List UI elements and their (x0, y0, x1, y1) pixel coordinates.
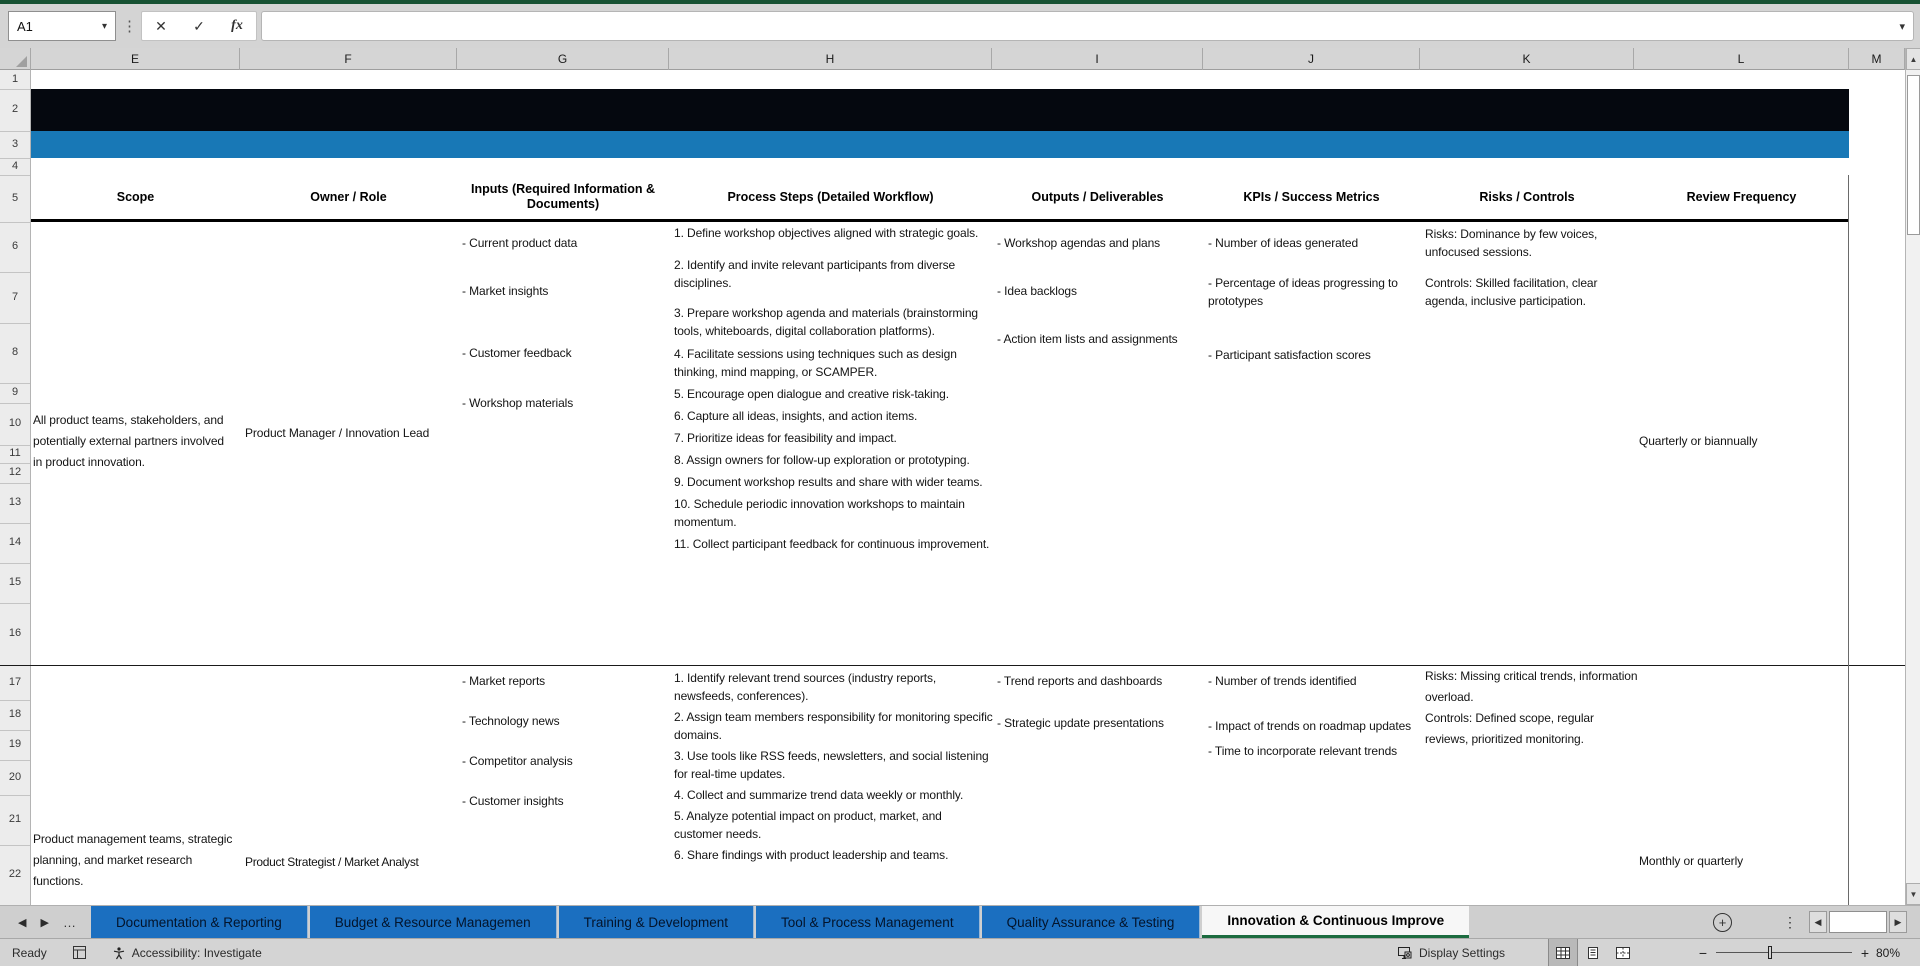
cell-line: - Customer feedback (462, 346, 572, 360)
cell-line: 1. Define workshop objectives aligned with strategic goals. (674, 226, 979, 240)
cell-line: 10. Schedule periodic innovation workshops to maintain momentum. (674, 497, 965, 529)
row-number[interactable]: 3 (11, 137, 19, 150)
row-number[interactable]: 12 (8, 466, 22, 478)
header-kpis[interactable]: KPIs / Success Metrics (1243, 189, 1380, 204)
display-settings-button[interactable]: Display Settings (1398, 939, 1505, 966)
enter-icon[interactable]: ✓ (193, 17, 205, 34)
cell-line: 7. Prioritize ideas for feasibility and impact. (674, 431, 897, 445)
cell-line: 6. Share findings with product leadership and teams. (674, 848, 949, 862)
cell-owner[interactable]: Product Strategist / Market Analyst (245, 855, 419, 869)
row-number[interactable]: 14 (8, 536, 22, 548)
cell-process-steps[interactable] (674, 222, 993, 557)
cell-line: 6. Capture all ideas, insights, and action items. (674, 409, 918, 423)
row-number[interactable]: 6 (11, 240, 19, 252)
cell-line: 5. Analyze potential impact on product, market, and customer needs. (674, 809, 942, 841)
cell-risks-controls[interactable] (1425, 666, 1640, 750)
formula-bar-row (0, 4, 1920, 48)
cell-line: 2. Assign team members responsibility for monitoring specific domains. (674, 710, 993, 742)
zoom-in-icon[interactable]: + (1860, 944, 1870, 961)
display-settings-icon (1398, 947, 1412, 959)
select-all-corner[interactable] (0, 48, 31, 70)
cell-line: 1. Identify relevant trend sources (industry reports, newsfeeds, conferences). (674, 671, 937, 703)
name-box-value: A1 (17, 18, 33, 34)
row-number[interactable]: 8 (11, 346, 19, 358)
tab-scroll-right-icon[interactable]: ▶ (40, 916, 49, 929)
scroll-up-icon[interactable]: ▲ (1906, 48, 1920, 70)
cell-process-steps[interactable] (674, 666, 993, 867)
cell-line: - Time to incorporate relevant trends (1208, 744, 1398, 758)
row-number[interactable]: 7 (11, 290, 19, 303)
table-right-border (1848, 175, 1849, 905)
cell-outputs[interactable] (997, 222, 1203, 378)
tab-navigation (0, 906, 91, 938)
cell-line: 3. Prepare workshop agenda and materials (brainstorming tools, whiteboards, digital collaboration platforms). (674, 306, 978, 338)
header-risks-controls[interactable]: Risks / Controls (1479, 189, 1575, 204)
hscroll-right-icon[interactable]: ▶ (1889, 911, 1907, 933)
column-header-I[interactable]: I (992, 48, 1203, 70)
row-number[interactable]: 19 (8, 738, 22, 750)
tab-documentation-reporting[interactable]: Documentation & Reporting (91, 906, 308, 938)
accessibility-icon (112, 946, 126, 960)
select-all-icon (16, 56, 27, 67)
tab-strip-controls (1705, 906, 1920, 939)
row-number[interactable]: 13 (8, 496, 22, 508)
more-sheets-icon[interactable]: … (62, 914, 77, 930)
column-header-F[interactable]: F (240, 48, 457, 70)
row-number[interactable]: 15 (8, 576, 22, 588)
cell-line: - Technology news (462, 714, 560, 728)
insert-function-icon[interactable]: fx (231, 18, 243, 33)
column-header-G[interactable]: G (457, 48, 669, 70)
row-number[interactable]: 2 (11, 103, 19, 115)
tab-tool-process-management[interactable]: Tool & Process Management (756, 906, 980, 938)
name-box[interactable] (8, 11, 116, 41)
cell-line: - Market reports (462, 674, 546, 688)
cell-line: - Action item lists and assignments (997, 332, 1178, 346)
new-sheet-icon[interactable]: + (1713, 913, 1732, 932)
formula-expand-icon[interactable]: ▾ (1899, 20, 1905, 33)
row-number[interactable]: 1 (11, 72, 19, 85)
cell-line: 3. Use tools like RSS feeds, newsletters, and social listening for real-time updates. (674, 749, 989, 781)
cell-inputs[interactable] (462, 222, 664, 412)
column-header-M[interactable]: M (1849, 48, 1905, 70)
row-number[interactable]: 5 (11, 191, 19, 204)
cell-line: - Market insights (462, 284, 549, 298)
cell-line: - Number of ideas generated (1208, 236, 1359, 250)
cell-line: Risks: Dominance by few voices, unfocused sessions. (1425, 227, 1598, 259)
row-number[interactable]: 4 (11, 159, 19, 172)
formula-buttons (141, 11, 257, 41)
name-box-dropdown-icon[interactable]: ▾ (101, 20, 107, 32)
row-number[interactable]: 20 (8, 770, 22, 783)
cell-line: - Customer insights (462, 794, 564, 808)
row-separator (0, 89, 30, 90)
vertical-scrollbar[interactable] (1905, 48, 1920, 905)
cell-scope[interactable]: All product teams, stakeholders, and potentially external partners involved in product innovation. (33, 413, 224, 469)
tab-quality-assurance-testing[interactable]: Quality Assurance & Testing (982, 906, 1201, 938)
cell-line: - Workshop materials (462, 396, 574, 410)
cell-review-frequency[interactable]: Monthly or quarterly (1639, 854, 1744, 868)
tab-options-dots-icon[interactable]: ⋮ (1783, 914, 1797, 930)
worksheet-grid[interactable] (0, 70, 1905, 905)
row-separator (0, 131, 30, 132)
zoom-slider-thumb[interactable] (1768, 946, 1772, 959)
zoom-slider[interactable] (1716, 952, 1852, 953)
header-outputs[interactable]: Outputs / Deliverables (1031, 189, 1164, 204)
zoom-level[interactable]: 80% (1876, 945, 1901, 960)
column-header-H[interactable]: H (669, 48, 992, 70)
cell-owner[interactable]: Product Manager / Innovation Lead (245, 426, 430, 440)
header-scope[interactable]: Scope (116, 189, 155, 204)
cell-line: - Number of trends identified (1208, 674, 1357, 688)
normal-view-button[interactable] (1548, 939, 1578, 966)
cell-line: - Strategic update presentations (997, 716, 1164, 730)
column-header-E[interactable]: E (31, 48, 240, 70)
row-number[interactable]: 16 (8, 627, 22, 639)
page-break-view-button[interactable] (1608, 939, 1638, 966)
horizontal-scrollbar-thumb[interactable] (1829, 911, 1887, 933)
cell-line: - Trend reports and dashboards (997, 674, 1163, 688)
row-number[interactable]: 18 (8, 708, 22, 720)
ready-status: Ready (12, 945, 47, 960)
cell-line: - Percentage of ideas progressing to prototypes (1208, 276, 1398, 308)
cell-risks-controls[interactable] (1425, 222, 1640, 310)
vertical-scrollbar-thumb[interactable] (1907, 75, 1920, 235)
tab-budget-resource-management[interactable]: Budget & Resource Managemen (310, 906, 557, 938)
header-review-frequency[interactable]: Review Frequency (1686, 189, 1797, 204)
row-number[interactable]: 11 (9, 447, 21, 459)
cell-kpis[interactable] (1208, 666, 1420, 760)
column-header-L[interactable]: L (1634, 48, 1849, 70)
cell-line: - Idea backlogs (997, 284, 1077, 298)
header-process-steps[interactable]: Process Steps (Detailed Workflow) (727, 189, 934, 204)
column-headers (0, 48, 1920, 70)
row-number[interactable]: 9 (11, 386, 19, 398)
table-row (0, 665, 1905, 905)
formula-input[interactable] (261, 11, 1914, 41)
view-shortcuts (1548, 939, 1638, 966)
subtitle-band (31, 131, 1849, 158)
sheet-tab-strip (0, 905, 1920, 938)
page-layout-view-button[interactable] (1578, 939, 1608, 966)
cell-line: - Current product data (462, 236, 578, 250)
cell-line: Controls: Defined scope, regular reviews, prioritized monitoring. (1425, 711, 1594, 746)
cell-review-frequency[interactable]: Quarterly or biannually (1639, 434, 1758, 448)
tab-scroll-left-icon[interactable]: ◀ (18, 916, 27, 929)
title-band (31, 89, 1849, 131)
cell-line: 9. Document workshop results and share with wider teams. (674, 475, 983, 489)
cell-kpis[interactable] (1208, 222, 1420, 364)
header-inputs[interactable]: Inputs (Required Information & Documents) (470, 182, 656, 211)
row-number[interactable]: 22 (8, 868, 22, 880)
row-number[interactable]: 21 (8, 813, 22, 825)
cell-line: Risks: Missing critical trends, information overload. (1425, 669, 1638, 704)
accessibility-status[interactable]: Accessibility: Investigate (112, 946, 262, 960)
cell-line: Controls: Skilled facilitation, clear agenda, inclusive participation. (1425, 276, 1598, 308)
cell-line: - Impact of trends on roadmap updates (1208, 719, 1412, 733)
cell-line: - Participant satisfaction scores (1208, 348, 1371, 362)
cell-line: 4. Collect and summarize trend data weekly or monthly. (674, 788, 964, 802)
cell-line: - Workshop agendas and plans (997, 236, 1161, 250)
cancel-icon[interactable]: ✕ (155, 17, 167, 34)
status-bar (0, 938, 1920, 966)
scroll-down-icon[interactable]: ▼ (1906, 883, 1920, 905)
row-number[interactable]: 10 (8, 417, 22, 429)
tab-training-development[interactable]: Training & Development (559, 906, 754, 938)
hscroll-left-icon[interactable]: ◀ (1809, 911, 1827, 933)
row-number[interactable]: 17 (8, 675, 22, 688)
table-header-row (31, 175, 1849, 222)
cell-line: 4. Facilitate sessions using techniques such as design thinking, mind mapping, or SCAMPER. (674, 347, 957, 379)
header-owner-role[interactable]: Owner / Role (310, 189, 387, 204)
cell-outputs[interactable] (997, 666, 1203, 756)
cell-inputs[interactable] (462, 666, 664, 832)
macro-record-icon[interactable] (73, 946, 86, 959)
cell-line: 5. Encourage open dialogue and creative risk-taking. (674, 387, 949, 401)
zoom-out-icon[interactable]: − (1698, 944, 1708, 961)
cell-line: 11. Collect participant feedback for continuous improvement. (674, 537, 990, 551)
table-row (0, 222, 1905, 665)
column-header-J[interactable]: J (1203, 48, 1420, 70)
row-separator (0, 175, 30, 176)
formula-bar-dots-icon: ⋮ (122, 18, 137, 35)
column-header-K[interactable]: K (1420, 48, 1634, 70)
zoom-control (1694, 939, 1874, 966)
cell-line: 8. Assign owners for follow-up exploration or prototyping. (674, 453, 970, 467)
tab-innovation-continuous-improvement[interactable]: Innovation & Continuous Improve (1202, 906, 1469, 938)
cell-line: 2. Identify and invite relevant participants from diverse disciplines. (674, 258, 956, 290)
cell-scope[interactable]: Product management teams, strategic planning, and market research functions. (33, 832, 233, 888)
cell-line: - Competitor analysis (462, 754, 573, 768)
